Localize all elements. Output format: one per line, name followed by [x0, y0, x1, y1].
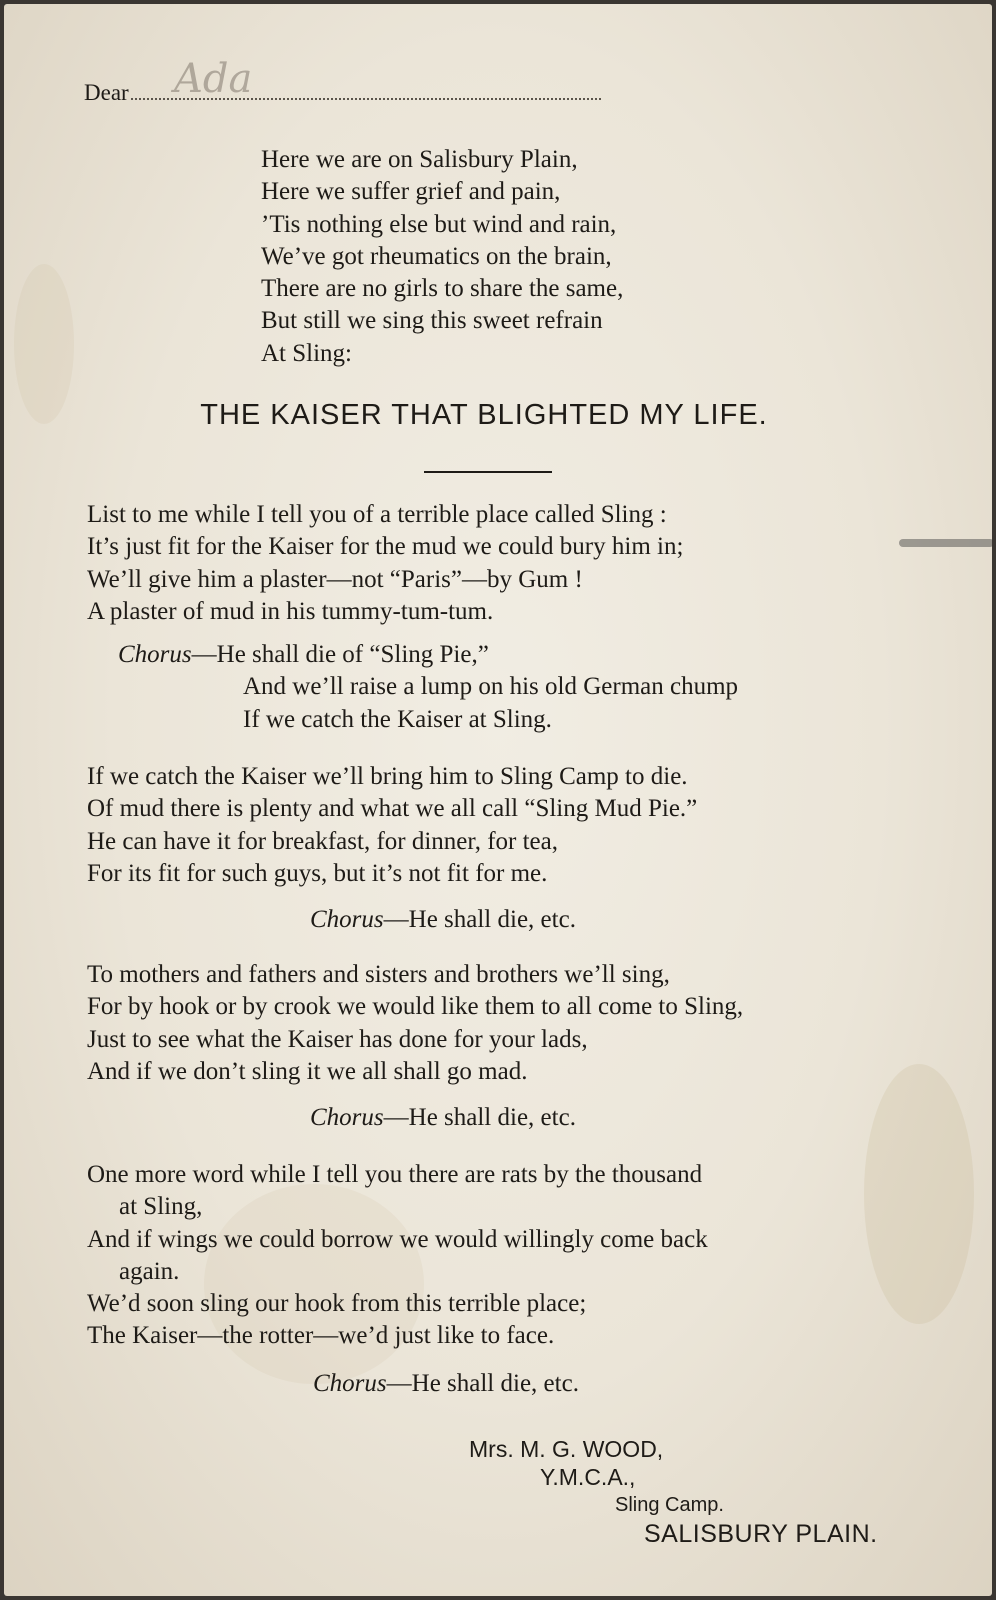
stanza-3 [87, 959, 907, 1088]
chorus-full [118, 639, 738, 736]
chorus-label: Chorus [310, 906, 384, 933]
salutation-label: Dear [84, 80, 129, 105]
stanza-1 [87, 499, 907, 628]
chorus-text: —He shall die, etc. [386, 1370, 579, 1397]
verse-line: Here we suffer grief and pain, [261, 178, 561, 206]
title-rule [424, 471, 552, 473]
stanza-line: For its fit for such guys, but it’s not fit for me. [87, 859, 548, 887]
signature-place: SALISBURY PLAIN. [644, 1520, 878, 1548]
stanza-line: List to me while I tell you of a terrible place called Sling : [87, 501, 667, 528]
stanza-line: Just to see what the Kaiser has done for your lads, [87, 1025, 588, 1053]
stanza-line: We’ll give him a plaster—not “Paris”—by Gum ! [87, 565, 583, 593]
chorus-line [118, 639, 738, 671]
chorus-text: —He shall die, etc. [383, 1104, 576, 1131]
stanza-line: If we catch the Kaiser we’ll bring him to Sling Camp to die. [87, 763, 688, 790]
stanza-line: A plaster of mud in his tummy-tum-tum. [87, 597, 494, 625]
postcard [4, 4, 992, 1596]
stanza-4 [87, 1159, 907, 1353]
stanza-line: We’d soon sling our hook from this terrible place; [87, 1290, 587, 1318]
signature-org: Y.M.C.A., [540, 1464, 636, 1490]
chorus-short [310, 1102, 576, 1134]
chorus-line: If we catch the Kaiser at Sling. [243, 705, 552, 733]
ink-smudge [899, 539, 992, 547]
song-title: THE KAISER THAT BLIGHTED MY LIFE. [200, 399, 768, 431]
verse-line: ’Tis nothing else but wind and rain, [261, 210, 617, 238]
stanza-line: The Kaiser—the rotter—we’d just like to face. [87, 1322, 555, 1350]
stanza-line: Of mud there is plenty and what we all call “Sling Mud Pie.” [87, 795, 698, 823]
stanza-line: And if we don’t sling it we all shall go mad. [87, 1057, 528, 1085]
chorus-short [313, 1368, 579, 1400]
stanza-2 [87, 761, 907, 890]
verse-line: We’ve got rheumatics on the brain, [261, 242, 612, 270]
stanza-line-continued: at Sling, [119, 1193, 203, 1221]
verse-line: But still we sing this sweet refrain [261, 307, 603, 335]
stanza-line: To mothers and fathers and sisters and brothers we’ll sing, [87, 961, 670, 988]
stanza-line-continued: again. [119, 1257, 180, 1285]
handwritten-name: Ada [174, 56, 253, 102]
intro-verse [261, 144, 623, 370]
stanza-line: He can have it for breakfast, for dinner, for tea, [87, 827, 558, 855]
signature-name: Mrs. M. G. WOOD, [469, 1436, 664, 1462]
chorus-text: —He shall die of “Sling Pie,” [191, 641, 489, 668]
signature-camp: Sling Camp. [615, 1494, 724, 1516]
chorus-text: —He shall die, etc. [383, 906, 576, 933]
chorus-line: And we’ll raise a lump on his old German chump [243, 673, 739, 701]
verse-line: There are no girls to share the same, [261, 275, 624, 303]
stanza-line: It’s just fit for the Kaiser for the mud we could bury him in; [87, 533, 684, 561]
chorus-short [310, 904, 576, 936]
salutation [84, 80, 601, 106]
chorus-label: Chorus [118, 641, 192, 668]
stanza-line: And if wings we could borrow we would willingly come back [87, 1225, 708, 1253]
verse-line: At Sling: [261, 339, 352, 367]
chorus-label: Chorus [310, 1104, 384, 1131]
chorus-label: Chorus [313, 1370, 387, 1397]
stanza-line: For by hook or by crook we would like them to all come to Sling, [87, 993, 744, 1021]
verse-line: Here we are on Salisbury Plain, [261, 146, 578, 173]
stanza-line: One more word while I tell you there are rats by the thousand [87, 1161, 703, 1188]
